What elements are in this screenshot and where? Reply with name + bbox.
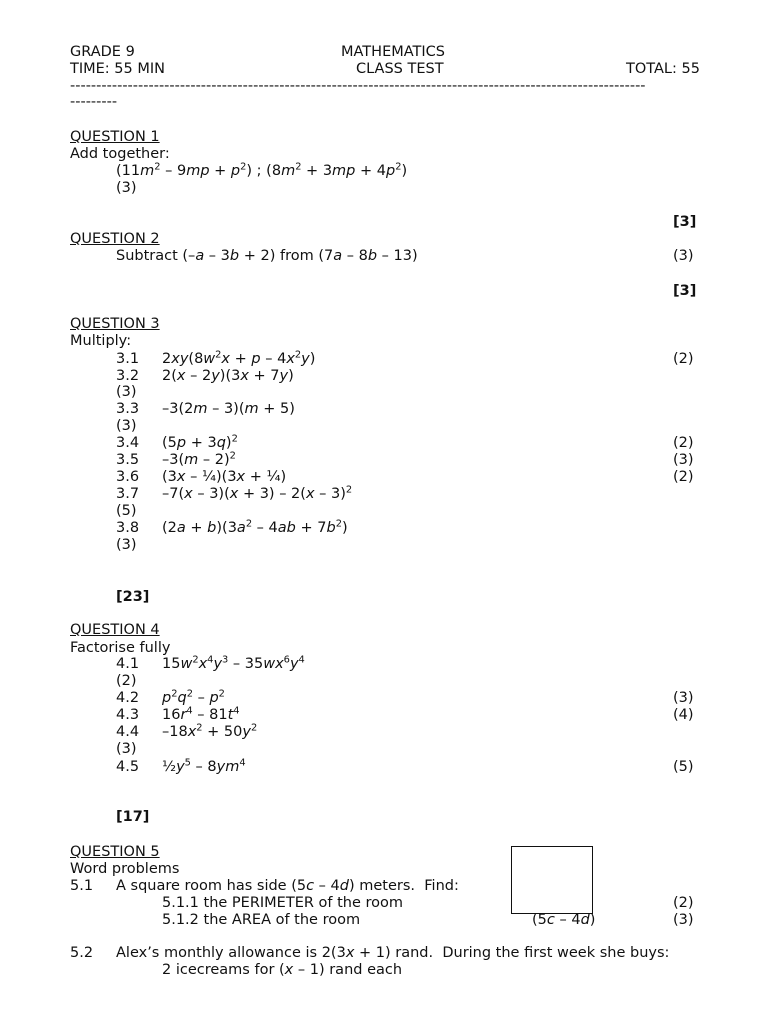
q4-item-num: 4.1 (116, 656, 140, 672)
header-rule: -------------------------------------------------------------------------------------------------------------- (70, 78, 646, 94)
subject-label: MATHEMATICS (341, 44, 445, 60)
q5-item2-text: Alex’s monthly allowance is 2(3x + 1) rand. During the first week she buys: (116, 945, 670, 961)
q1-total: [3] (673, 214, 697, 230)
q3-item-marks: (3) (116, 384, 137, 400)
q5-sub1-text: 5.1.1 the PERIMETER of the room (162, 895, 404, 911)
q3-total: [23] (116, 589, 150, 605)
q3-item-marks: (2) (673, 351, 694, 367)
q3-item-expr: –7(x – 3)(x + 3) – 2(x – 3)$^2$ (162, 484, 353, 502)
q5-item-text: A square room has side (5c – 4d) meters. Find: (116, 878, 459, 894)
square-side-label: (5c – 4d) (532, 912, 596, 928)
q3-item-num: 3.4 (116, 435, 140, 451)
q4-item-expr: $-18x^2 + 50y^2$ (162, 722, 258, 740)
q5-title: QUESTION 5 (70, 844, 160, 860)
q3-item-marks: (2) (673, 435, 694, 451)
q2-expression: Subtract (–a – 3b + 2) from (7a – 8b – 13) (116, 248, 418, 264)
q5-item2-line2: 2 icecreams for (x – 1) rand each (162, 962, 403, 978)
q3-item-marks: (3) (673, 452, 694, 468)
q3-item-expr: 2(x – 2y)(3x + 7y) (162, 368, 294, 384)
q2-total: [3] (673, 283, 697, 299)
q3-item-expr: $(5p + 3q)^2$ (162, 433, 238, 451)
q3-item-num: 3.5 (116, 452, 140, 468)
q1-instruction: Add together: (70, 146, 170, 162)
q4-item-expr: $15w^2x^4y^3 - 35wx^6y^4$ (162, 654, 305, 672)
q4-item-marks: (4) (673, 707, 694, 723)
q4-title: QUESTION 4 (70, 622, 160, 638)
q2-marks: (3) (673, 248, 694, 264)
q3-item-marks: (3) (116, 418, 137, 434)
q4-total: [17] (116, 809, 150, 825)
q3-item-num: 3.3 (116, 401, 140, 417)
q4-item-expr: $16r^4 - 81t^4$ (162, 705, 240, 723)
time-label: TIME: 55 MIN (70, 61, 165, 77)
total-label: TOTAL: 55 (626, 61, 700, 77)
q4-item-marks: (2) (116, 673, 137, 689)
q3-item-marks: (5) (116, 503, 137, 519)
q3-item-expr: –3(m – 2)$^2$ (162, 450, 236, 468)
q3-item-num: 3.8 (116, 520, 140, 536)
q5-sub2-marks: (3) (673, 912, 694, 928)
q1-title: QUESTION 1 (70, 129, 160, 145)
test-type-label: CLASS TEST (356, 61, 444, 77)
q5-sub1-marks: (2) (673, 895, 694, 911)
header-rule-cont: --------- (70, 94, 118, 110)
q4-item-expr: $p^2q^2 - p^2$ (162, 688, 225, 706)
q5-item-num: 5.1 (70, 878, 94, 894)
q4-item-num: 4.3 (116, 707, 140, 723)
q3-item-num: 3.1 (116, 351, 140, 367)
q3-item-expr: (3x – ¼)(3x + ¼) (162, 469, 287, 485)
q3-instruction: Multiply: (70, 333, 132, 349)
q3-item-num: 3.7 (116, 486, 140, 502)
q4-instruction: Factorise fully (70, 640, 171, 656)
q4-item-marks: (3) (673, 690, 694, 706)
q5-sub2-text: 5.1.2 the AREA of the room (162, 912, 361, 928)
q4-item-marks: (3) (116, 741, 137, 757)
q4-item-num: 4.2 (116, 690, 140, 706)
q1-expression: $(11m^2 - 9mp + p^2)$ ; $(8m^2 + 3mp + 4p^2)$ (116, 161, 408, 179)
q3-item-marks: (3) (116, 537, 137, 553)
q3-item-expr: $(2a + b)(3a^2 - 4ab + 7b^2)$ (162, 518, 348, 536)
q4-item-num: 4.4 (116, 724, 140, 740)
q3-item-num: 3.2 (116, 368, 140, 384)
q4-item-expr: $\frac{1}{2}y^5 - 8ym^4$ (162, 757, 246, 775)
q3-item-marks: (2) (673, 469, 694, 485)
q3-item-expr: –3(2m – 3)(m + 5) (162, 401, 295, 417)
q2-title: QUESTION 2 (70, 231, 160, 247)
q5-instruction: Word problems (70, 861, 180, 877)
q1-marks: (3) (116, 180, 137, 196)
q3-item-num: 3.6 (116, 469, 140, 485)
q3-title: QUESTION 3 (70, 316, 160, 332)
square-room-figure (511, 846, 593, 914)
q5-item2-num: 5.2 (70, 945, 94, 961)
q4-item-num: 4.5 (116, 759, 140, 775)
grade-label: GRADE 9 (70, 44, 135, 60)
q3-item-expr: $2xy(8w^2x + p - 4x^2y)$ (162, 349, 316, 367)
q4-item-marks: (5) (673, 759, 694, 775)
